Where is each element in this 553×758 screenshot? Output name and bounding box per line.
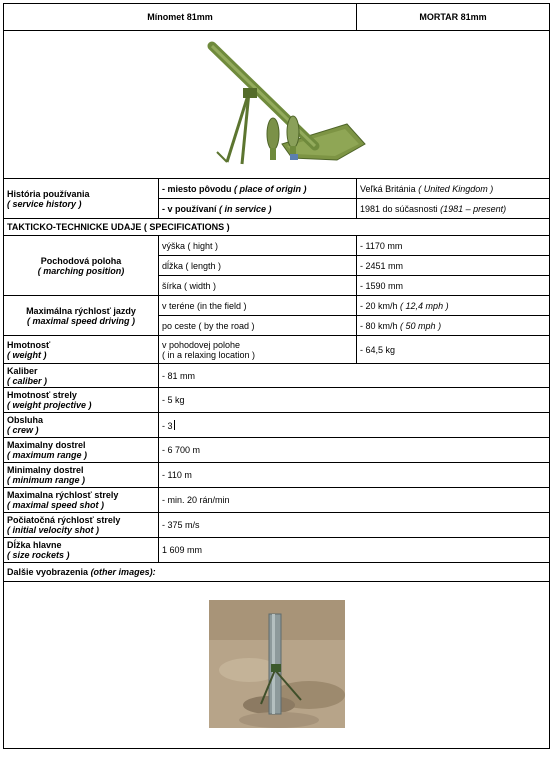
spec-label-en: ( maximum range ): [7, 450, 88, 460]
spec-label-en: ( weight projective ): [7, 400, 92, 410]
crew-value-cell[interactable]: [159, 413, 550, 438]
specification-sheet: [3, 3, 550, 749]
origin-label-cell: [159, 179, 357, 199]
speed-value-cell: [357, 316, 550, 336]
weight-condition-en: ( in a relaxing location ): [162, 349, 256, 360]
speed-value-en: ( 12,4 mph ): [400, 300, 449, 311]
spec-row-crew: [4, 413, 550, 438]
weight-value: - 64,5 kg: [357, 336, 550, 364]
service-label: - v používaní: [162, 203, 217, 214]
marching-name: dĺžka ( length ): [159, 256, 357, 276]
origin-label: - miesto pôvodu: [162, 183, 232, 194]
marching-label: Pochodová poloha: [40, 255, 122, 266]
spec-label-en: ( crew ): [7, 425, 39, 435]
spec-value: - 110 m: [159, 463, 550, 488]
history-label-cell: [4, 179, 159, 219]
origin-value-cell: [357, 179, 550, 199]
spec-label-cell: [4, 488, 159, 513]
spec-label-cell: [4, 438, 159, 463]
spec-value: - 375 m/s: [159, 513, 550, 538]
speed-value: - 20 km/h: [360, 300, 398, 311]
speed-name: v teréne (in the field ): [159, 296, 357, 316]
spec-label: Maximalny dostrel: [7, 440, 86, 450]
weight-condition-cell: [159, 336, 357, 364]
title-english: MORTAR 81mm: [357, 4, 550, 31]
spec-label-cell: [4, 388, 159, 413]
spec-label-en: ( size rockets ): [7, 550, 70, 560]
spec-label-en: ( caliber ): [7, 375, 48, 386]
other-images-cell: [4, 582, 550, 749]
spec-row-max-range: [4, 438, 550, 463]
service-label-en: ( in service ): [219, 203, 272, 214]
history-label: História používania: [7, 188, 90, 199]
origin-label-en: ( place of origin ): [234, 183, 307, 194]
other-images-header: [4, 563, 550, 582]
speed-value-en: ( 50 mph ): [400, 320, 442, 331]
speed-label-en: ( maximal speed driving ): [26, 315, 136, 326]
main-photo-row: [4, 31, 550, 179]
service-value-en: (1981 – present): [440, 203, 507, 214]
spec-value: - 81 mm: [159, 364, 550, 388]
spec-label-cell: [4, 513, 159, 538]
marching-label-en: ( marching position): [37, 265, 125, 276]
spec-label: Počiatočná rýchlosť strely: [7, 515, 121, 525]
spec-label: Minimalny dostrel: [7, 465, 84, 475]
weight-label-cell: [4, 336, 159, 364]
text-cursor: [174, 420, 175, 430]
weight-row: [4, 336, 550, 364]
spec-label: Maximalna rýchlosť strely: [7, 490, 119, 500]
specs-header-row: [4, 219, 550, 236]
origin-value-en: ( United Kingdom ): [418, 183, 494, 194]
speed-value: - 80 km/h: [360, 320, 398, 331]
spec-value: - 6 700 m: [159, 438, 550, 463]
spec-label: Dĺžka hlavne: [7, 540, 62, 550]
marching-row-1: [4, 236, 550, 256]
service-value-cell: [357, 199, 550, 219]
spec-value: 1 609 mm: [159, 538, 550, 563]
spec-label: Hmotnosť strely: [7, 390, 77, 400]
title-row: [4, 4, 550, 31]
spec-label: Obsluha: [7, 415, 44, 425]
speed-label: Maximálna rýchlosť jazdy: [26, 305, 136, 316]
marching-name: šírka ( width ): [159, 276, 357, 296]
spec-value: - 5 kg: [159, 388, 550, 413]
other-images-row: [4, 582, 550, 749]
marching-label-cell: [4, 236, 159, 296]
mortar-illustration: [187, 34, 367, 174]
weight-label-en: ( weight ): [7, 349, 47, 360]
spec-row-min-range: [4, 463, 550, 488]
title-slovak: Mínomet 81mm: [4, 4, 357, 31]
marching-value: - 1170 mm: [357, 236, 550, 256]
history-origin-row: [4, 179, 550, 199]
spec-row-barrel-length: [4, 538, 550, 563]
spec-label-en: ( initial velocity shot ): [7, 525, 100, 535]
spec-label-cell: [4, 463, 159, 488]
speed-name: po ceste ( by the road ): [159, 316, 357, 336]
spec-row-max-speed-shot: [4, 488, 550, 513]
history-label-en: ( service history ): [7, 198, 82, 209]
main-photo-cell: [4, 31, 550, 179]
spec-label-cell: [4, 413, 159, 438]
specs-header: TAKTICKO-TECHNICKE UDAJE ( SPECIFICATIONS ): [4, 219, 550, 236]
spec-label-en: ( maximal speed shot ): [7, 500, 105, 510]
spec-label-cell: [4, 538, 159, 563]
spec-row-initial-velocity: [4, 513, 550, 538]
spec-label-en: ( minimum range ): [7, 475, 86, 485]
origin-value: Veľká Británia: [360, 183, 416, 194]
field-photo: [209, 600, 345, 728]
mortar-shell: [267, 118, 279, 150]
service-label-cell: [159, 199, 357, 219]
spec-row-weight-projectile: [4, 388, 550, 413]
weight-condition: v pohodovej polohe: [162, 339, 241, 350]
other-images-label: Dalšie vyobrazenia: [7, 567, 89, 577]
spec-label: Kaliber: [7, 365, 38, 376]
other-images-label-en: (other images):: [90, 567, 156, 577]
speed-label-cell: [4, 296, 159, 336]
other-images-header-row: [4, 563, 550, 582]
spec-value: - min. 20 rán/min: [159, 488, 550, 513]
speed-row-1: [4, 296, 550, 316]
speed-value-cell: [357, 296, 550, 316]
marching-value: - 2451 mm: [357, 256, 550, 276]
service-value: 1981 do súčasnosti: [360, 203, 438, 214]
marching-value: - 1590 mm: [357, 276, 550, 296]
spec-value: - 3: [162, 420, 173, 431]
spec-label-cell: [4, 364, 159, 388]
spec-row-caliber: [4, 364, 550, 388]
weight-label: Hmotnosť: [7, 339, 51, 350]
marching-name: výška ( hight ): [159, 236, 357, 256]
